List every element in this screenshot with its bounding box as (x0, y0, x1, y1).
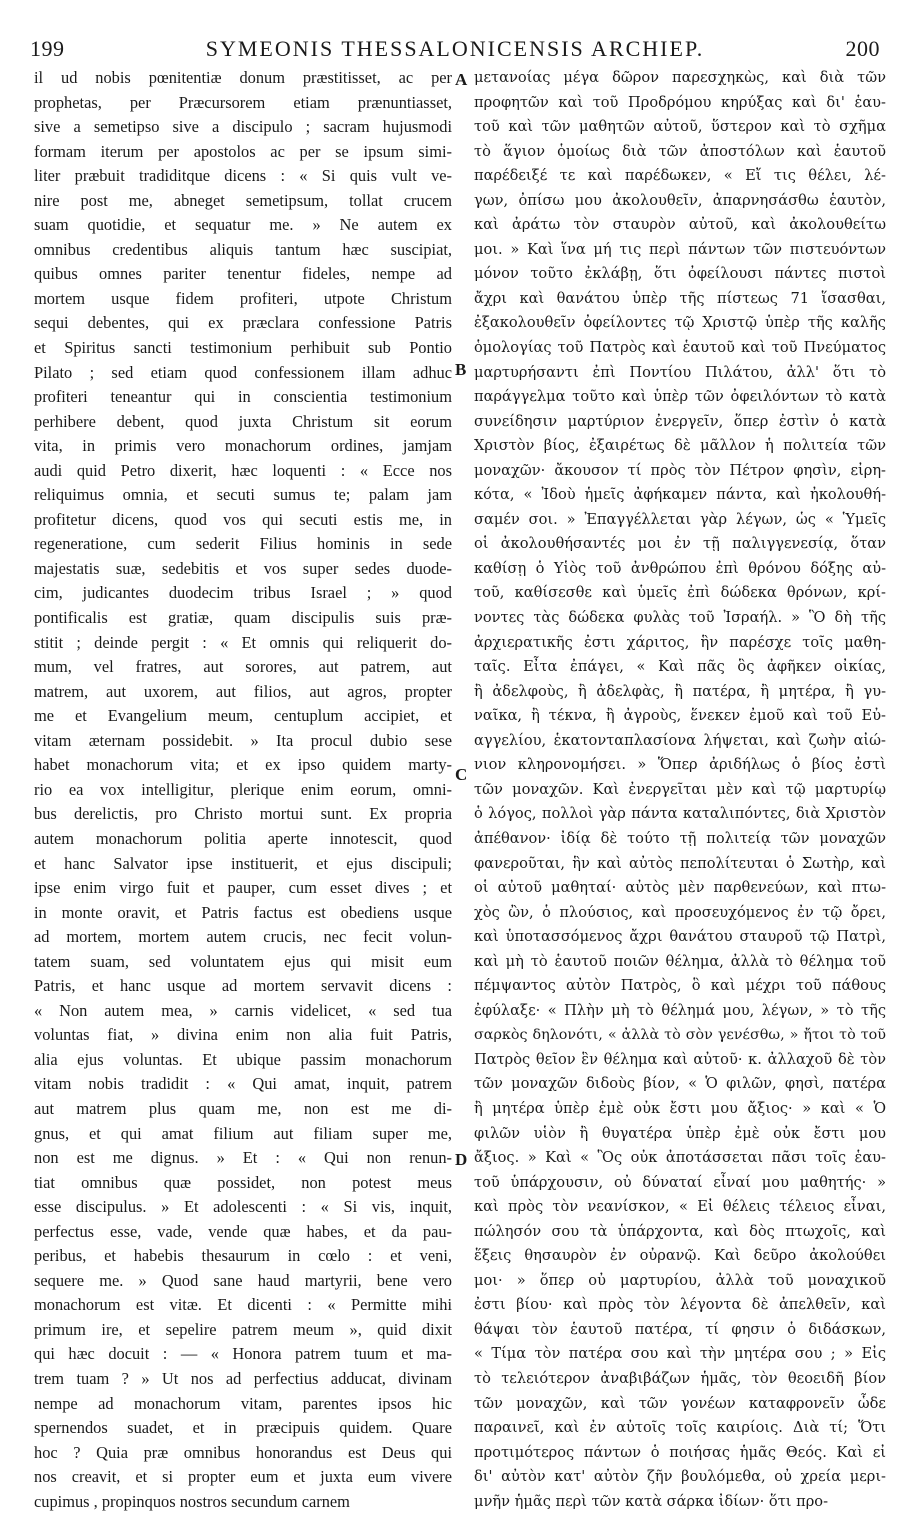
latin-line: stitit ; deinde pergit : « Et omnis qui reliquerit do- (34, 632, 452, 652)
latin-line: et Spiritus sancti testimonium perhibuit sub Pontio (34, 338, 452, 358)
latin-line: voluntas fiat, » divina enim non alia fuit Patris, (34, 1025, 452, 1045)
greek-line: χὸς ὢν, ὁ πλούσιος, καὶ προσευχόμενος ἐν τῷ ὄρει, (474, 903, 886, 921)
latin-line: « Non autem mea, » carnis videlicet, « sed tua (34, 1000, 452, 1020)
greek-line: τοῦ ὑπάρχουσιν, οὐ δύναταί εἶναί μου μαθητής· » (474, 1173, 886, 1191)
latin-line: suam quotidie, et sequatur me. » Ne autem ex (34, 215, 452, 235)
latin-line: esse discipulus. » Et adolescenti : « Si vis, inquit, (34, 1197, 452, 1217)
greek-line: Πατρὸς θεῖον ἓν θέλημα καὶ αὐτοῦ· κ. ἀλλαχοῦ δὲ τὸν (474, 1050, 886, 1068)
latin-line: vita, in primis vero monachorum ordines, jamjam (34, 436, 452, 456)
latin-line: ipse enim virgo fuit et pauper, cum esset dives ; et (34, 878, 452, 898)
running-header (30, 36, 880, 66)
greek-line: τῶν μοναχῶν διδοὺς βίον, « Ὁ φιλῶν, φησὶ, πατέρα (474, 1075, 886, 1093)
greek-line: θάψαι τὸν ἑαυτοῦ πατέρα, τί φησιν ὁ διδάσκων, (474, 1320, 886, 1338)
latin-line: ad mortem, mortem autem crucis, nec fecit volun- (34, 927, 452, 947)
greek-line: τῶν μοναχῶν. Καὶ ἐνεργεῖται μὲν καὶ τῷ μαρτυρίῳ (474, 780, 886, 798)
latin-line: Patris, et hanc usque ad mortem servavit dicens : (34, 976, 452, 996)
section-mark-a: A (455, 70, 468, 89)
latin-line: regeneratione, cum sederit Filius hominis in sede (34, 534, 452, 554)
latin-line: tiat omnibus quæ possidet, non potest meus (34, 1172, 452, 1192)
greek-line: τὸ ἅγιον ὁμοίως διὰ τῶν ἀποστόλων καὶ ἑαυτοῦ (474, 142, 886, 160)
greek-line: τῶν μοναχῶν, καὶ τῶν γονέων καταφρονεῖν ὧδε (474, 1394, 886, 1412)
latin-line: perhibere debent, quod juxta Christum sit eorum (34, 411, 452, 431)
latin-line: qui hæc docuit : — « Honora patrem tuum et ma- (34, 1344, 452, 1364)
greek-line: δι' αὐτὸν κατ' αὐτὸν ζῆν βουλόμεθα, οὐ χρεία μερι- (474, 1468, 886, 1486)
greek-line: παράγγελμα τοῦτο καὶ ὑπὲρ τῶν ὀφειλόντων τὸ κατὰ (474, 388, 886, 406)
latin-line: profitetur dicens, quod vos qui secuti estis me, in (34, 509, 452, 529)
greek-line: καὶ ἀράτω τὸν σταυρὸν αὐτοῦ, καὶ ἀκολουθείτω (474, 216, 886, 234)
latin-line: me et Evangelium meum, centuplum accipiet, et (34, 706, 452, 726)
latin-line: gnus, et qui amat filium aut filiam super me, (34, 1123, 452, 1143)
greek-line: πώλησόν σου τὰ ὑπάρχοντα, καὶ δὸς πτωχοῖς, καὶ (474, 1222, 886, 1240)
greek-line: προφητῶν καὶ τοῦ Προδρόμου κηρύξας καὶ δι' ἑαυ- (474, 93, 886, 111)
latin-line: perfectus esse, vade, vende quæ habes, et da pau- (34, 1221, 452, 1241)
greek-line: μόνον τοῦτο ἐκλάβῃ, ὅτι ὀφείλουσι πάντες πιστοὶ (474, 265, 886, 283)
latin-line: liter præbuit tradiditque dicens : « Si quis vult ve- (34, 166, 452, 186)
latin-line: aut matrem plus quam me, non est me di- (34, 1098, 452, 1118)
right-page-number: 200 (845, 36, 880, 61)
greek-line: « Τίμα τὸν πατέρα σου καὶ τὴν μητέρα σου ; » Εἰς (474, 1345, 886, 1363)
latin-line: formam iterum per apostolos ac per se ipsum simi- (34, 141, 452, 161)
latin-line: spernendos suadet, et in præcipuis quidem. Quare (34, 1418, 452, 1438)
greek-line: φανεροῦται, ἣν καὶ αὐτὸς πεπολίτευται ὁ Σωτὴρ, καὶ (474, 854, 886, 872)
latin-line: vitam æternam possidebit. » Ita procul dubio sese (34, 730, 452, 750)
latin-line: non est me dignus. » Et : « Qui non renun- (34, 1148, 452, 1168)
latin-line: alia ejus voluntas. Et ubique passim monachorum (34, 1049, 452, 1069)
greek-line: ἢ ἀδελφοὺς, ἢ ἀδελφὰς, ἢ πατέρα, ἢ μητέρα, ἢ γυ- (474, 682, 886, 700)
greek-line: καὶ μὴ τὸ ἑαυτοῦ ποιῶν θέλημα, ἀλλὰ τὸ θέλημα τοῦ (474, 952, 886, 970)
latin-line: nos creavit, et si propter eum et juxta eum vivere (34, 1467, 452, 1487)
latin-line: hoc ? Quia præ omnibus honorandus est Deus qui (34, 1442, 452, 1462)
latin-line: tatem suam, sed voluntatem ejus qui misit eum (34, 951, 452, 971)
greek-column (474, 66, 886, 1514)
latin-line: nempe ad monachorum vitam, parentes ipsos hic (34, 1393, 452, 1413)
greek-line: παρέδειξέ τε καὶ παρέδωκεν, « Εἴ τις θέλει, λέ- (474, 167, 886, 185)
greek-line: ἐξακολουθεῖν ὀφείλοντες τῷ Χριστῷ ὑπὲρ τῆς καλῆς (474, 314, 886, 332)
latin-column (34, 66, 452, 1514)
greek-line: προτιμότερος πάντων ὁ ποιήσας ἡμᾶς Θεός. Καὶ εἰ (474, 1443, 886, 1461)
latin-line: matrem, aut uxorem, aut filios, aut agros, propter (34, 681, 452, 701)
latin-line: vitam nobis tradidit : « Qui amat, inquit, patrem (34, 1074, 452, 1094)
greek-line: σαρκὸς δηλονότι, « ἀλλὰ τὸ σὸν γενέσθω, » ἤτοι τὸ τοῦ (474, 1027, 886, 1044)
greek-line: μνῆν ἡμᾶς περὶ τῶν κατὰ σάρκα ἰδίων· ὅτι προ- (474, 1492, 829, 1510)
section-mark-b: B (455, 360, 467, 379)
latin-line: rio ea vox intelligitur, plerique enim eorum, omni- (34, 779, 452, 799)
greek-line: ἄξιος. » Καὶ « Ὃς οὐκ ἀποτάσσεται πᾶσι τοῖς ἑαυ- (474, 1149, 886, 1167)
greek-line: παραινεῖ, καὶ ἐν αὐτοῖς τοῖς καιρίοις. Διὰ τί; Ὅτι (474, 1419, 886, 1437)
latin-line: profiteri teneantur qui in conscientia testimonium (34, 387, 452, 407)
greek-line: ταῖς. Εἶτα ἐπάγει, « Καὶ πᾶς ὃς ἀφῆκεν οἰκίας, (474, 658, 886, 676)
greek-line: ἀπέθανον· ἰδίᾳ δὲ τούτο τῇ πολιτείᾳ τῶν μοναχῶν (474, 829, 886, 847)
latin-line: mum, vel fratres, aut sorores, aut patrem, aut (34, 657, 452, 677)
greek-line: νοντες τὰς δώδεκα φυλὰς τοῦ Ἰσραήλ. » Ὃ δὴ τῆς (474, 609, 886, 627)
running-title: SYMEONIS THESSALONICENSIS ARCHIEP. (205, 36, 705, 61)
latin-line: sequere me. » Quod sane haud martyrii, bene vero (34, 1270, 452, 1290)
latin-line: Pilato ; sed etiam quod confessionem illam adhuc (34, 362, 452, 382)
greek-line: τοῦ, καθίσεσθε καὶ ὑμεῖς ἐπὶ δώδεκα θρόνων, κρί- (474, 584, 886, 602)
left-page-number: 199 (30, 36, 65, 61)
greek-line: ἄχρι καὶ θανάτου ὑπὲρ τῆς πίστεως 71 ἵσασθαι, (474, 289, 886, 307)
greek-line: ἢ μητέρα ὑπὲρ ἐμὲ οὐκ ἔστι μου ἄξιος· » καὶ « Ὁ (474, 1099, 886, 1117)
latin-line: monachorum est vitæ. Et dicenti : « Permitte mihi (34, 1295, 452, 1315)
latin-line: reliquimus omnia, et secuti sumus te; palam jam (34, 485, 452, 505)
latin-line: nire post me, abneget semetipsum, tollat crucem (34, 190, 452, 210)
latin-line: quibus omnes pariter tenentur fideles, nempe ad (34, 264, 452, 284)
greek-line: ἐφύλαξε· « Πλὴν μὴ τὸ θέλημά μου, λέγων, » τὸ τῆς (474, 1001, 886, 1019)
greek-line: φιλῶν υἱὸν ἢ θυγατέρα ὑπὲρ ἐμὲ οὐκ ἔστι μου (474, 1124, 886, 1142)
greek-line: ἀρχιερατικῆς ἐστι χάριτος, ἣν παρέσχε τοῖς μαθη- (474, 633, 886, 651)
greek-line: καὶ ὑποτασσόμενος ἄχρι θανάτου σταυροῦ τῷ Πατρὶ, (474, 928, 886, 946)
latin-line: mortem usque fidem profiteri, utpote Christum (34, 288, 452, 308)
greek-line: μετανοίας μέγα δῶρον παρεσχηκὼς, καὶ διὰ τῶν (474, 69, 886, 86)
latin-line: sive a semetipso sive a discipulo ; sacram hujusmodi (34, 117, 452, 137)
greek-line: σαμέν σοι. » Ἐπαγγέλλεται γὰρ λέγων, ὡς « Ὑμεῖς (474, 510, 886, 528)
greek-line: κότα, « Ἰδοὺ ἡμεῖς ἀφήκαμεν πάντα, καὶ ἠκολουθή- (474, 486, 886, 504)
latin-line: pontificalis est gratiæ, quam discipulis suis præ- (34, 608, 452, 628)
greek-line: μοι. » Καὶ ἵνα μή τις περὶ πάντων τῶν πιστευόντων (474, 240, 886, 258)
greek-line: μαρτυρήσαντι ἐπὶ Ποντίου Πιλάτου, ἀλλ' ὅτι τὸ (474, 363, 886, 381)
latin-line: audi quid Petro dixerit, hæc loquenti : « Ecce nos (34, 460, 452, 480)
section-mark-c: C (455, 765, 468, 784)
greek-line: καὶ πρὸς τὸν νεανίσκον, « Εἰ θέλεις τέλειος εἶναι, (474, 1198, 886, 1216)
latin-line: cupimus , propinquos nostros secundum carnem (34, 1491, 350, 1511)
greek-line: νιον κληρονομήσει. » Ὅπερ ἀριδήλως ὁ βίος ἐστὶ (474, 756, 886, 774)
latin-line: majestatis suæ, sedebitis et vos super sedes duode- (34, 558, 452, 578)
latin-line: prophetas, per Præcursorem etiam prænuntiasset, (34, 92, 452, 112)
greek-line: Χριστὸν βίος, ἐξαιρέτως δὲ μᾶλλον ἡ πολιτεία τῶν (474, 437, 886, 455)
greek-line: μοι· » ὅπερ οὐ μαρτυρίου, ἀλλὰ τοῦ μοναχικοῦ (474, 1271, 886, 1289)
greek-line: μοναχῶν· ἄκουσον τί πρὸς τὸν Πέτρον φησὶν, εἰρη- (474, 461, 886, 479)
greek-line: ἐστι βίου· καὶ πρὸς τὸν λέγοντα δὲ ἀπελθεῖν, καὶ (474, 1296, 886, 1314)
greek-line: οἱ ἀκολουθήσαντές μοι ἐν τῇ παλιγγενεσίᾳ, ὅταν (474, 535, 886, 553)
greek-line: τοῦ καὶ τῶν μαθητῶν αὐτοῦ, ὕστερον καὶ τὸ σχῆμα (474, 118, 886, 136)
latin-line: bus derelictis, pro Christo mortui sunt. Ex propria (34, 804, 452, 824)
greek-line: γων, ὀπίσω μου ἀκολουθεῖν, ἀπαρνησάσθω ἑαυτὸν, (474, 191, 886, 209)
latin-line: peribus, et habebis thesaurum in cœlo : et veni, (34, 1246, 452, 1266)
latin-line: habet monachorum vita; et ex ipso quidem marty- (34, 755, 452, 775)
latin-line: omnibus credentibus aliquis tantum hæc suscipiat, (34, 239, 452, 259)
latin-line: cim, judicantes duodecim tribus Israel ; » quod (34, 583, 452, 603)
greek-line: συνείδησιν μαρτύριον ἐνεργεῖν, ὅπερ ἐστὶν ὁ κατὰ (474, 412, 886, 430)
latin-line: il ud nobis pœnitentiæ donum præstitisset, ac per (34, 68, 452, 87)
greek-line: αγγελίου, ἑκατονταπλασίονα λήψεται, καὶ ζωὴν αἰώ- (474, 731, 886, 749)
greek-line: τὸ τελειότερον ἀναβιβάζων ἡμᾶς, τὸν θεοειδῆ βίον (474, 1369, 886, 1387)
latin-line: et hanc Salvator ipse instituerit, et ejus discipuli; (34, 853, 452, 873)
greek-line: πέμψαντος αὐτὸν Πατρὸς, ὃ καὶ μέχρι τοῦ πάθους (474, 977, 886, 995)
section-mark-d: D (455, 1150, 468, 1169)
greek-line: ὁ λόγος, πολλοὶ γὰρ πάντα καταλιπόντες, διὰ Χριστὸν (474, 805, 886, 823)
greek-line: ὁμολογίας τοῦ Πατρὸς καὶ ἑαυτοῦ καὶ τοῦ Πνεύματος (474, 339, 886, 357)
latin-line: primum ire, et sepelire patrem meum », quid dixit (34, 1319, 452, 1339)
greek-line: καθίσῃ ὁ Υἱὸς τοῦ ἀνθρώπου ἐπὶ θρόνου δόξης αὐ- (474, 559, 886, 577)
greek-line: ἕξεις θησαυρὸν ἐν οὐρανῷ. Καὶ δεῦρο ἀκολούθει (474, 1247, 886, 1265)
latin-line: in monte oravit, et Patris factus est obediens usque (34, 902, 452, 922)
latin-line: trem tuam ? » Ut nos ad perfectius adducat, divinam (34, 1368, 452, 1388)
greek-line: ναῖκα, ἢ τέκνα, ἢ ἀγροὺς, ἕνεκεν ἐμοῦ καὶ τοῦ Εὐ- (474, 707, 886, 725)
latin-line: sequi debentes, qui ex præclara confessione Patris (34, 313, 452, 333)
latin-line: autem monachorum politia aperte innotescit, quod (34, 828, 452, 848)
greek-line: οἱ αὐτοῦ μαθηταί· αὐτὸς μὲν παρθενεύων, καὶ πτω- (474, 879, 886, 897)
